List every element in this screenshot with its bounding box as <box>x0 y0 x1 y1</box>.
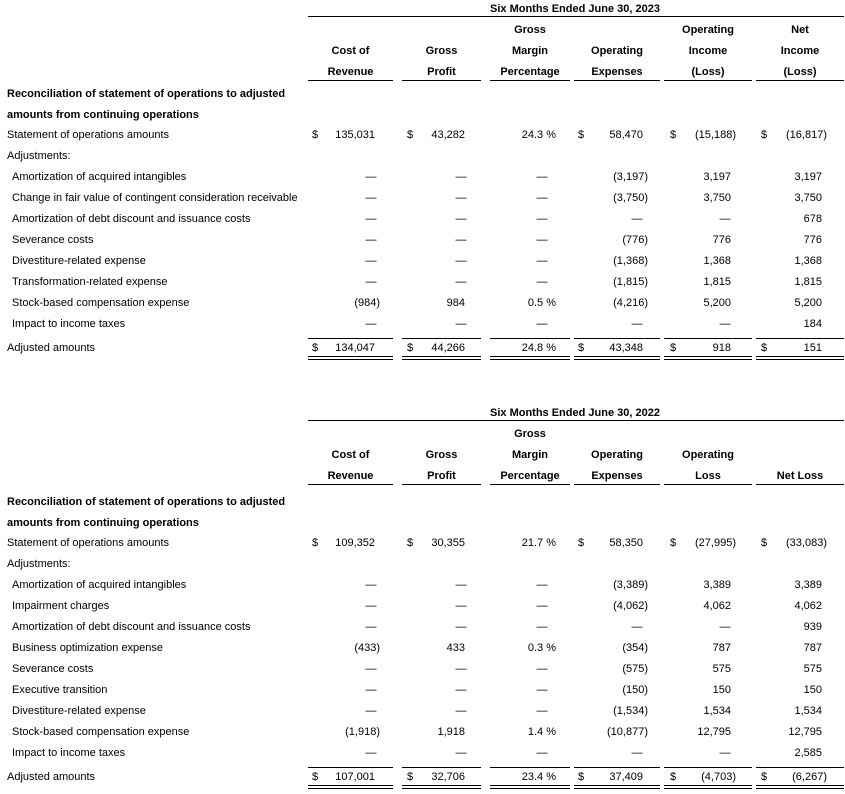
value-cell: — <box>365 318 377 330</box>
total-double-rule <box>402 785 481 789</box>
value-cell: (776) <box>622 234 648 246</box>
value-cell: — <box>365 255 377 267</box>
subtotal-rule <box>490 338 570 339</box>
row-label: Amortization of acquired intangibles <box>12 579 187 591</box>
value-cell: — <box>455 213 467 225</box>
value-cell: 43,282 <box>431 129 465 141</box>
row-label: Adjusted amounts <box>7 771 96 783</box>
value-cell: (150) <box>622 684 648 696</box>
column-header-line: Margin <box>511 449 549 461</box>
row-label: Adjusted amounts <box>7 342 96 354</box>
currency-symbol: $ <box>578 342 585 354</box>
table-row <box>0 663 845 684</box>
value-cell: 107,001 <box>335 771 375 783</box>
value-cell: — <box>455 234 467 246</box>
value-cell: — <box>536 747 548 759</box>
table-row <box>0 318 845 339</box>
total-double-rule <box>308 785 393 789</box>
value-cell: 433 <box>446 642 465 654</box>
total-double-rule <box>664 356 752 360</box>
value-cell: 21.7 % <box>521 537 556 549</box>
column-header-line: Gross <box>514 428 546 440</box>
reconciliation-table <box>0 404 845 794</box>
value-cell: — <box>536 621 548 633</box>
value-cell: — <box>365 705 377 717</box>
value-cell: — <box>365 213 377 225</box>
value-cell: — <box>455 621 467 633</box>
column-header-line: (Loss) <box>783 66 817 78</box>
value-cell: 1,368 <box>703 255 731 267</box>
value-cell: — <box>536 213 548 225</box>
value-cell: — <box>719 621 731 633</box>
value-cell: — <box>455 192 467 204</box>
table-row <box>0 297 845 318</box>
column-header-underline <box>574 484 660 485</box>
currency-symbol: $ <box>312 129 319 141</box>
column-header-line: Margin <box>511 45 549 57</box>
value-cell: 3,389 <box>703 579 731 591</box>
subtotal-rule <box>756 767 844 768</box>
table-row <box>0 213 845 234</box>
value-cell: 0.5 % <box>527 297 556 309</box>
value-cell: 3,750 <box>703 192 731 204</box>
value-cell: (1,918) <box>345 726 380 738</box>
section-heading: Reconciliation of statement of operations to adjusted <box>7 496 286 508</box>
value-cell: — <box>455 255 467 267</box>
value-cell: 5,200 <box>703 297 731 309</box>
row-label: Adjustments: <box>7 150 71 162</box>
row-label: Divestiture-related expense <box>12 705 146 717</box>
value-cell: — <box>455 705 467 717</box>
value-cell: — <box>536 192 548 204</box>
value-cell: 1.4 % <box>527 726 556 738</box>
value-cell: — <box>365 234 377 246</box>
value-cell: — <box>455 747 467 759</box>
column-header-line: (Loss) <box>691 66 725 78</box>
value-cell: 678 <box>803 213 822 225</box>
column-header-line: Net Loss <box>776 470 824 482</box>
column-header-underline <box>308 80 393 81</box>
column-header-line: Gross <box>425 449 458 461</box>
column-header-line: Operating <box>591 449 643 461</box>
total-double-rule <box>490 785 570 789</box>
table-row <box>0 234 845 255</box>
value-cell: 150 <box>803 684 822 696</box>
subtotal-rule <box>756 338 844 339</box>
table-row <box>0 600 845 621</box>
column-header-underline <box>490 80 570 81</box>
value-cell: 787 <box>712 642 731 654</box>
value-cell: 23.4 % <box>521 771 556 783</box>
subtotal-rule <box>308 767 393 768</box>
value-cell: 24.3 % <box>521 129 556 141</box>
column-header-underline <box>402 80 481 81</box>
total-double-rule <box>756 785 844 789</box>
value-cell: (27,995) <box>695 537 736 549</box>
period-title: Six Months Ended June 30, 2022 <box>490 407 660 419</box>
total-double-rule <box>574 785 660 789</box>
currency-symbol: $ <box>761 129 768 141</box>
currency-symbol: $ <box>670 129 677 141</box>
value-cell: 109,352 <box>335 537 375 549</box>
value-cell: — <box>536 171 548 183</box>
subtotal-rule <box>402 338 481 339</box>
column-header-line: Percentage <box>500 66 560 78</box>
value-cell: — <box>536 663 548 675</box>
table-row <box>0 150 845 171</box>
section-heading: amounts from continuing operations <box>7 109 199 121</box>
column-header-line: Revenue <box>327 66 374 78</box>
value-cell: — <box>365 192 377 204</box>
value-cell: — <box>536 684 548 696</box>
currency-symbol: $ <box>407 129 414 141</box>
table-row <box>0 642 845 663</box>
value-cell: — <box>365 579 377 591</box>
value-cell: 984 <box>446 297 465 309</box>
value-cell: 575 <box>712 663 731 675</box>
value-cell: — <box>536 318 548 330</box>
period-title-underline <box>308 420 844 421</box>
value-cell: — <box>365 663 377 675</box>
column-header-underline <box>756 80 844 81</box>
value-cell: — <box>536 600 548 612</box>
value-cell: — <box>455 663 467 675</box>
currency-symbol: $ <box>312 771 319 783</box>
column-header-line: Gross <box>514 24 546 36</box>
table-row <box>0 276 845 297</box>
value-cell: (33,083) <box>786 537 827 549</box>
table-row <box>0 558 845 579</box>
column-header-line: Operating <box>682 449 734 461</box>
value-cell: — <box>365 747 377 759</box>
value-cell: 776 <box>803 234 822 246</box>
total-double-rule <box>756 356 844 360</box>
table-row <box>0 129 845 150</box>
value-cell: 1,368 <box>794 255 822 267</box>
value-cell: (3,750) <box>613 192 648 204</box>
row-label: Impairment charges <box>12 600 110 612</box>
value-cell: (16,817) <box>786 129 827 141</box>
table-row <box>0 726 845 747</box>
currency-symbol: $ <box>578 771 585 783</box>
value-cell: (10,877) <box>607 726 648 738</box>
column-header-line: Percentage <box>500 470 560 482</box>
column-header-line: Loss <box>695 470 721 482</box>
value-cell: 151 <box>803 342 822 354</box>
column-header-underline <box>402 484 481 485</box>
value-cell: — <box>536 276 548 288</box>
value-cell: (15,188) <box>695 129 736 141</box>
value-cell: 135,031 <box>335 129 375 141</box>
value-cell: — <box>365 171 377 183</box>
section-heading: amounts from continuing operations <box>7 517 199 529</box>
value-cell: — <box>719 318 731 330</box>
value-cell: — <box>536 705 548 717</box>
value-cell: 44,266 <box>431 342 465 354</box>
total-double-rule <box>664 785 752 789</box>
row-label: Adjustments: <box>7 558 71 570</box>
value-cell: — <box>365 684 377 696</box>
value-cell: — <box>536 579 548 591</box>
section-heading: Reconciliation of statement of operations to adjusted <box>7 88 286 100</box>
column-header-underline <box>664 80 752 81</box>
value-cell: — <box>365 276 377 288</box>
subtotal-rule <box>402 767 481 768</box>
column-header-line: Operating <box>591 45 643 57</box>
value-cell: — <box>455 684 467 696</box>
currency-symbol: $ <box>670 342 677 354</box>
table-row <box>0 255 845 276</box>
value-cell: — <box>536 255 548 267</box>
column-header-line: Expenses <box>591 66 643 78</box>
value-cell: 918 <box>712 342 731 354</box>
value-cell: 43,348 <box>609 342 643 354</box>
column-header-line: Profit <box>427 66 456 78</box>
value-cell: (575) <box>622 663 648 675</box>
value-cell: — <box>365 621 377 633</box>
column-header-line: Cost of <box>331 45 370 57</box>
row-label: Statement of operations amounts <box>7 129 170 141</box>
column-header-line: Gross <box>425 45 458 57</box>
value-cell: (354) <box>622 642 648 654</box>
table-row <box>0 705 845 726</box>
value-cell: — <box>631 621 643 633</box>
row-label: Amortization of acquired intangibles <box>12 171 187 183</box>
value-cell: — <box>455 276 467 288</box>
value-cell: 575 <box>803 663 822 675</box>
value-cell: — <box>455 171 467 183</box>
table-row <box>0 579 845 600</box>
total-double-rule <box>402 356 481 360</box>
row-label: Change in fair value of contingent consideration receivable <box>12 192 298 204</box>
row-label: Stock-based compensation expense <box>12 726 190 738</box>
value-cell: — <box>455 579 467 591</box>
row-label: Business optimization expense <box>12 642 164 654</box>
table-row <box>0 747 845 768</box>
value-cell: (1,368) <box>613 255 648 267</box>
column-header-line: Income <box>780 45 820 57</box>
currency-symbol: $ <box>407 771 414 783</box>
row-label: Executive transition <box>12 684 108 696</box>
row-label: Amortization of debt discount and issuance costs <box>12 621 251 633</box>
value-cell: 30,355 <box>431 537 465 549</box>
value-cell: (984) <box>354 297 380 309</box>
currency-symbol: $ <box>670 537 677 549</box>
row-label: Impact to income taxes <box>12 318 126 330</box>
value-cell: — <box>719 747 731 759</box>
value-cell: 37,409 <box>609 771 643 783</box>
value-cell: 150 <box>712 684 731 696</box>
value-cell: 184 <box>803 318 822 330</box>
value-cell: 32,706 <box>431 771 465 783</box>
row-label: Stock-based compensation expense <box>12 297 190 309</box>
value-cell: 3,197 <box>703 171 731 183</box>
value-cell: 12,795 <box>788 726 822 738</box>
subtotal-rule <box>574 338 660 339</box>
value-cell: (3,389) <box>613 579 648 591</box>
column-header-underline <box>574 80 660 81</box>
row-label: Transformation-related expense <box>12 276 168 288</box>
value-cell: 1,534 <box>794 705 822 717</box>
value-cell: 3,389 <box>794 579 822 591</box>
value-cell: — <box>719 213 731 225</box>
value-cell: (4,062) <box>613 600 648 612</box>
currency-symbol: $ <box>761 537 768 549</box>
column-header-underline <box>308 484 393 485</box>
value-cell: (1,534) <box>613 705 648 717</box>
currency-symbol: $ <box>312 537 319 549</box>
column-header-line: Operating <box>682 24 734 36</box>
value-cell: 134,047 <box>335 342 375 354</box>
value-cell: 58,350 <box>609 537 643 549</box>
value-cell: — <box>365 600 377 612</box>
row-label: Divestiture-related expense <box>12 255 146 267</box>
currency-symbol: $ <box>670 771 677 783</box>
period-title-underline <box>308 16 844 17</box>
column-header-line: Net <box>791 24 809 36</box>
value-cell: 24.8 % <box>521 342 556 354</box>
value-cell: (4,703) <box>701 771 736 783</box>
value-cell: 4,062 <box>794 600 822 612</box>
value-cell: 1,815 <box>794 276 822 288</box>
reconciliation-table <box>0 0 845 390</box>
column-header-line: Revenue <box>327 470 374 482</box>
value-cell: — <box>455 318 467 330</box>
value-cell: 3,197 <box>794 171 822 183</box>
value-cell: (6,267) <box>792 771 827 783</box>
subtotal-rule <box>308 338 393 339</box>
value-cell: 787 <box>803 642 822 654</box>
currency-symbol: $ <box>312 342 319 354</box>
table-row <box>0 171 845 192</box>
row-label: Statement of operations amounts <box>7 537 170 549</box>
value-cell: 1,918 <box>437 726 465 738</box>
value-cell: — <box>631 318 643 330</box>
value-cell: 12,795 <box>697 726 731 738</box>
value-cell: (1,815) <box>613 276 648 288</box>
currency-symbol: $ <box>761 771 768 783</box>
value-cell: 58,470 <box>609 129 643 141</box>
value-cell: 4,062 <box>703 600 731 612</box>
period-title: Six Months Ended June 30, 2023 <box>490 3 660 15</box>
row-label: Amortization of debt discount and issuance costs <box>12 213 251 225</box>
value-cell: 5,200 <box>794 297 822 309</box>
column-header-underline <box>490 484 570 485</box>
subtotal-rule <box>664 338 752 339</box>
column-header-line: Cost of <box>331 449 370 461</box>
total-double-rule <box>574 356 660 360</box>
currency-symbol: $ <box>578 129 585 141</box>
table-row <box>0 537 845 558</box>
value-cell: — <box>455 600 467 612</box>
value-cell: (433) <box>354 642 380 654</box>
total-double-rule <box>308 356 393 360</box>
table-row <box>0 684 845 705</box>
currency-symbol: $ <box>761 342 768 354</box>
column-header-line: Profit <box>427 470 456 482</box>
currency-symbol: $ <box>578 537 585 549</box>
total-double-rule <box>490 356 570 360</box>
subtotal-rule <box>490 767 570 768</box>
currency-symbol: $ <box>407 537 414 549</box>
value-cell: (4,216) <box>613 297 648 309</box>
value-cell: 939 <box>803 621 822 633</box>
value-cell: 3,750 <box>794 192 822 204</box>
value-cell: (3,197) <box>613 171 648 183</box>
row-label: Impact to income taxes <box>12 747 126 759</box>
table-row <box>0 621 845 642</box>
value-cell: — <box>536 234 548 246</box>
row-label: Severance costs <box>12 663 94 675</box>
column-header-line: Income <box>688 45 728 57</box>
value-cell: 0.3 % <box>527 642 556 654</box>
value-cell: 1,815 <box>703 276 731 288</box>
value-cell: — <box>631 213 643 225</box>
value-cell: — <box>631 747 643 759</box>
row-label: Severance costs <box>12 234 94 246</box>
subtotal-rule <box>664 767 752 768</box>
value-cell: 2,585 <box>794 747 822 759</box>
column-header-underline <box>756 484 844 485</box>
subtotal-rule <box>574 767 660 768</box>
column-header-line: Expenses <box>591 470 643 482</box>
value-cell: 776 <box>712 234 731 246</box>
currency-symbol: $ <box>407 342 414 354</box>
value-cell: 1,534 <box>703 705 731 717</box>
table-row <box>0 192 845 213</box>
column-header-underline <box>664 484 752 485</box>
